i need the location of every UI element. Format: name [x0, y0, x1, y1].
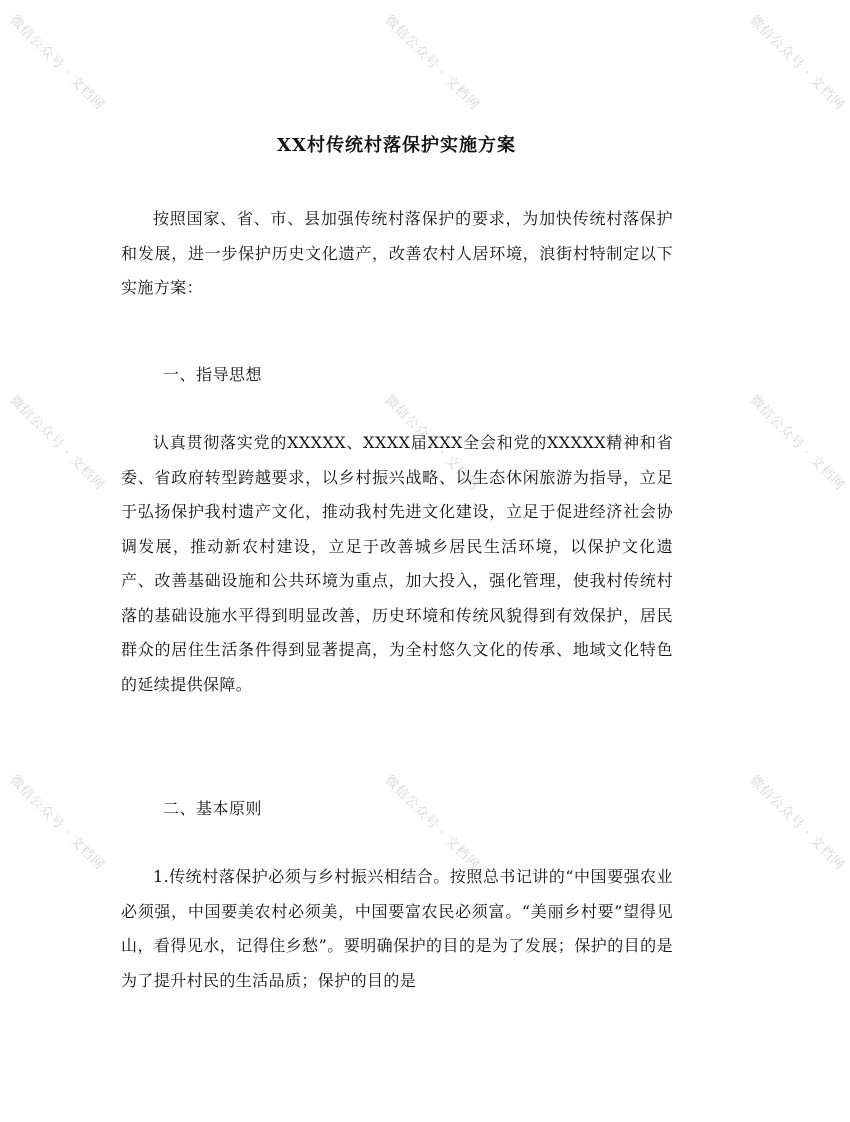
- section-1-heading: 一、指导思想: [163, 365, 263, 384]
- watermark-text: 微信公众号 · 文档网: [746, 392, 848, 494]
- watermark-text: 微信公众号 · 文档网: [6, 772, 108, 874]
- watermark-text: 微信公众号 · 文档网: [6, 12, 108, 114]
- watermark-text: 微信公众号 · 文档网: [381, 392, 483, 494]
- watermark-text: 微信公众号 · 文档网: [746, 12, 848, 114]
- watermark-text: 微信公众号 · 文档网: [381, 772, 483, 874]
- section-1-paragraph: 认真贯彻落实党的XXXXX、XXXX届XXX全会和党的XXXXX精神和省委、省政府转型跨越要求，以乡村振兴战略、以生态休闲旅游为指导，立足于弘扬保护我村遗产文化，推动我村先进文化建设，立足于促进经济社会协调发展，推动新农村建设，立足于改善城乡居民生活环境，以保护文化遗产、改善基础设施和公共环境为重点，加大投入，强化管理，使我村传统村落的基础设施水平得到明显改善，历史环境和传统风貌得到有效保护，居民群众的居住生活条件得到显著提高，为全村悠久文化的传承、地域文化特色的延续提供保障。: [121, 433, 673, 694]
- watermark-text: 微信公众号 · 文档网: [381, 12, 483, 114]
- intro-paragraph: 按照国家、省、市、县加强传统村落保护的要求，为加快传统村落保护和发展，进一步保护历史文化遗产，改善农村人居环境，浪街村特制定以下实施方案：: [121, 209, 673, 297]
- watermark-text: 微信公众号 · 文档网: [746, 772, 848, 874]
- watermark-text: 微信公众号 · 文档网: [6, 392, 108, 494]
- document-title: XX村传统村落保护实施方案: [277, 135, 516, 156]
- section-2-heading: 二、基本原则: [163, 799, 263, 818]
- section-2-item-1: 1.传统村落保护必须与乡村振兴相结合。按照总书记讲的“中国要强农业必须强，中国要美农村必须美，中国要富农民必须富。“美丽乡村要”望得见山，看得见水，记得住乡愁”。要明确保护的目的是为了发展；保护的目的是为了提升村民的生活品质；保护的目的是: [121, 867, 673, 990]
